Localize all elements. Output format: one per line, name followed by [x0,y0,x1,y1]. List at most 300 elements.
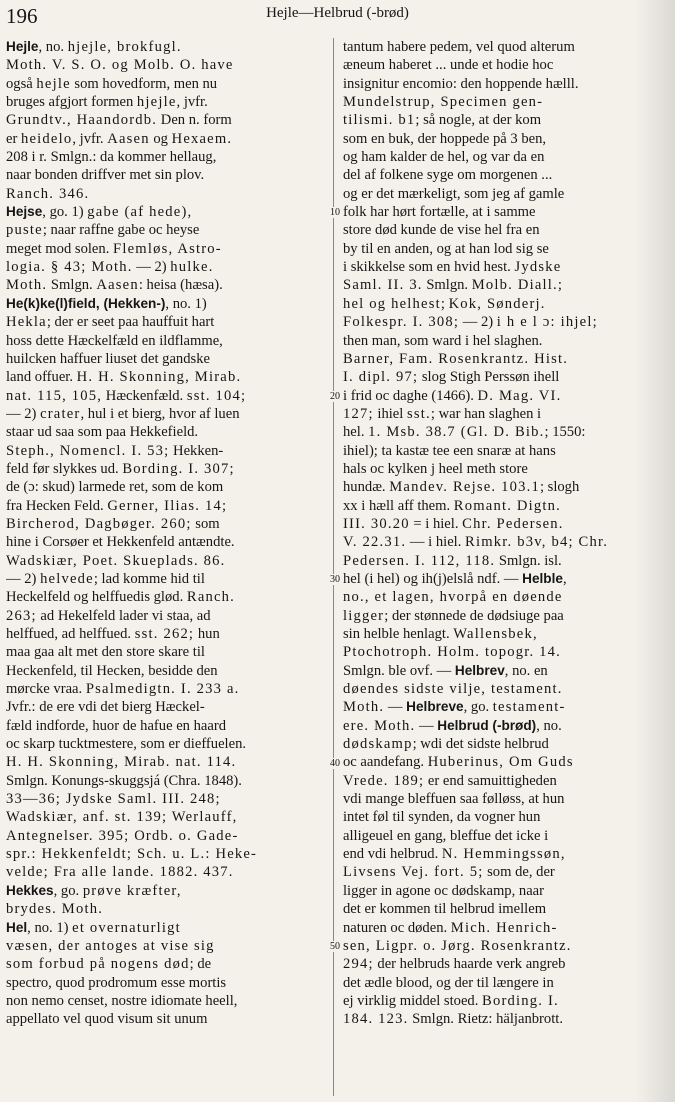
text-line [343,460,669,478]
text-run: D. Mag. VI. [477,387,562,404]
text-run: Grundtv., Haandordb. [6,112,158,129]
text-run: Flemløs, Astro- [113,240,222,257]
text-line [343,790,669,808]
text-run: Antegnelser. 395; Ordb. o. Gade- [6,827,239,844]
text-line [343,405,669,423]
text-line [343,93,669,111]
text-run: der helbruds haarde verk angreb [373,956,566,973]
text-run: H. H. Skonning, Mirab. [76,369,242,386]
text-run: sst. 262; [134,626,195,642]
text-line [343,478,669,496]
text-run: sst. 104; [186,387,247,404]
text-line [6,790,324,808]
text-run: , no. 1) [165,295,207,312]
text-line [343,203,669,221]
text-run: ; 1550: [544,424,586,441]
text-line [6,625,324,643]
text-run: Steph., Nomencl. I. 53; [6,442,170,459]
headword: Hel [6,919,28,935]
text-run: som forbud på nogens død [6,956,190,973]
text-run: hoss dette Hæckelfæld en ildflamme, [6,332,223,349]
text-line [343,423,669,441]
text-run: — 2) [132,259,171,276]
text-line [6,350,324,368]
text-run: Wadskiær, Poet. Skueplads. 86. [6,552,226,569]
text-run: Aasen [107,130,150,147]
text-run: også [6,75,37,92]
text-line [6,258,324,276]
text-line [6,276,324,294]
text-run: i skikkelse som en hvid hest. [343,259,515,276]
text-run: helvede [40,570,94,587]
text-run: maa gaa alt met den store skare til [6,644,205,661]
headword: Helbreve [406,699,464,715]
text-run: dødskamp [343,736,413,753]
text-run: sst. [407,405,431,422]
text-run: det ædle blood, og der til længere in [343,974,554,991]
text-run: insignitur encomio: den hoppende hælll. [343,75,579,92]
text-run: non nemo censet, nostre idiomate heell, [6,992,238,1009]
text-run: , no. 1) [27,919,73,936]
text-run: , jvfr. [176,94,208,111]
text-run: I. dipl. 97; [343,369,419,386]
text-line [343,387,669,405]
text-run: Hekla [6,314,47,331]
text-line [343,515,669,533]
text-run: appellato vel quod visum sit unum [6,1011,208,1028]
text-line [6,808,324,826]
text-line [343,313,669,331]
text-run: oc skarp tucktmestere, som er dieffuelen. [6,736,247,753]
text-run: Smlgn. isl. [495,552,562,569]
text-line [6,56,324,74]
text-run: , hul i et bierg, hvor af luen [80,405,240,422]
page-header [0,0,675,34]
text-line [6,680,324,698]
text-run: Den n. form [157,112,232,129]
text-run: folk har hørt fortælle, at i samme [343,204,536,221]
text-run: Smlgn. [47,277,97,294]
text-run: Saml. II. 3. [343,277,423,294]
text-run: — [384,699,407,716]
text-run: hel og helhest [343,295,441,312]
text-line [343,442,669,460]
text-line [343,607,669,625]
text-run: 127; [343,405,374,422]
text-line [343,900,669,918]
text-run: Hexaem. [171,130,233,147]
text-line [6,552,324,570]
text-line [6,442,324,460]
text-run: N. Hemmingssøn, [441,846,566,863]
text-run: de (ɔ: skud) larmede ret, som de kom [6,479,224,496]
text-line [6,717,324,735]
text-run: Hæckenfæld. [102,387,187,404]
text-run: og er det mærkeligt, som jeg af gamle [343,185,565,202]
text-run: og ham kalder de hel, og var da en [343,149,545,166]
text-run: ; war han slaghen i [430,405,542,422]
text-line [6,533,324,551]
text-run: hundæ. [343,479,390,496]
text-line [343,221,669,239]
text-line [343,276,669,294]
text-run: Smlgn. Rietz: häljanbrott. [408,1011,563,1028]
text-run: Vrede. 189; [343,772,425,789]
text-run: sin helble henlagt. [343,626,454,642]
text-line [343,185,669,203]
text-line [343,974,669,992]
text-run: Heckenfeld, til Hecken, besidde den [6,662,218,679]
text-line [343,808,669,826]
text-line [6,882,324,900]
text-run: , jvfr. [72,130,108,147]
text-run: Barner, Fam. Rosenkrantz. Hist. [343,350,569,367]
text-run: puste [6,222,43,239]
text-run: staar ud saa som paa Hekkefield. [6,424,199,441]
text-line [343,332,669,350]
text-run: end vdi helbrud. [343,846,442,863]
text-run: i h e l ɔ: ihjel [496,314,593,331]
text-run: hals oc kylken j heel meth store [343,460,528,477]
text-run: : heisa (hæsa). [138,277,223,294]
text-line [343,680,669,698]
headword: He(k)ke(l)field, (Hekken-) [6,295,166,311]
text-line [343,662,669,680]
left-column [6,38,324,1029]
text-run: er [6,130,21,147]
text-line [343,643,669,661]
text-line [6,332,324,350]
text-run: Bording. I. [482,992,559,1009]
text-line [6,955,324,973]
text-run: , [562,570,567,587]
text-line [343,38,669,56]
column-gutter [326,38,344,1098]
text-run: vdi mange bleffuen saa følløss, at hun [343,791,565,808]
text-run: det er kommen til helbrud imellem [343,901,547,918]
text-run: intet føl til synden, da vogner hun [343,809,541,826]
text-run: ; [440,295,449,312]
text-run: oc aandefang. [343,754,428,771]
text-run: hun [194,626,220,642]
text-run: ihiel); ta kastæ tee een snaræ at hans [343,442,556,459]
text-run: crater [40,405,81,422]
text-run: heidelo [21,130,73,147]
text-run: Jvfr.: de ere vdi det bierg Hæckel- [6,699,205,716]
text-run: sen, Ligpr. o. Jørg. Rosenkrantz. [343,937,572,954]
text-line [6,423,324,441]
text-line [6,478,324,496]
text-line [343,698,669,716]
text-run: fæld indforde, huor de hafue en haard [6,717,227,734]
text-run: feld før slykkes ud. [6,460,123,477]
text-run: nat. 115, 105, [6,387,103,404]
text-line [6,643,324,661]
text-run: Smlgn. ble ovf. — [343,662,455,679]
text-run: V. 22.31. [343,534,407,551]
text-run: tantum habere pedem, vel quod alterum [343,39,575,55]
text-run: 1. Msb. 38.7 (Gl. D. Bib. [368,424,545,441]
text-run: som en buk, der hoppede på 3 ben, [343,130,547,147]
text-line [343,350,669,368]
text-run: ere. Moth. [343,717,416,734]
running-head: Hejle—Helbrud (-brød) [266,5,409,21]
text-run: hel (i hel) og ih(j)elslå ndf. — [343,570,523,587]
text-run: — 2) [6,405,41,422]
text-line [343,717,669,735]
text-run: ; naar raffne gabe oc heyse [42,222,200,239]
text-run: , go. 1) [42,204,88,221]
text-line [6,203,324,221]
text-line [6,992,324,1010]
text-line [6,130,324,148]
text-line [343,882,669,900]
text-run: spectro, quod prodromum esse mortis [6,974,227,991]
text-run: gabe (af hede), [87,204,193,221]
text-line [6,111,324,129]
text-run: Rimkr. b3v, b4; Chr. [465,534,609,551]
text-run: ej virklig middel stoed. [343,992,483,1009]
text-run: — [415,717,438,734]
text-run: no., et lagen, hvorpå en døende [343,589,563,606]
text-line [343,295,669,313]
text-run: testament- [492,699,566,716]
text-line [6,368,324,386]
text-line [343,111,669,129]
text-run: xx i hæll aff them. [343,497,454,514]
headword: Hekkes [6,882,54,898]
text-run: Pedersen. I. 112, 118. [343,552,496,569]
text-run: Livsens Vej. fort. 5; [343,864,484,881]
text-run: 33—36; Jydske Saml. III. 248; [6,791,221,808]
text-run: ligger in agone oc dødskamp, naar [343,882,545,899]
text-run: then man, som ward i hel slaghen. [343,332,543,349]
text-run: ; [557,277,562,294]
text-run: ihiel [373,405,407,422]
text-line [343,368,669,386]
text-run: , go. [463,699,493,716]
text-run: æneum haberet ... unde et hodie hoc [343,57,554,74]
text-run: ad Hekelfeld lader vi staa, ad [36,607,211,624]
text-line [6,460,324,478]
text-run: ; slogh [539,479,580,496]
text-line [6,735,324,753]
text-run: ; der er seet paa hauffuit hart [46,314,215,331]
text-line [6,919,324,937]
right-column [343,38,669,1029]
text-line [343,570,669,588]
margin-line-number: 30 [326,574,344,585]
text-line [343,1010,669,1028]
headword: Hejse [6,204,43,220]
text-run: Molb. Diall. [471,277,558,294]
text-run: prøve kræfter, [82,882,182,899]
text-line [343,130,669,148]
text-line [343,955,669,973]
text-run: ; wdi det sidste helbrud [412,736,549,753]
text-run: — i hiel. [406,534,466,551]
text-line [343,772,669,790]
margin-line-number: 20 [326,391,344,402]
text-run: H. H. Skonning, Mirab. nat. 114. [6,754,237,771]
text-line [6,772,324,790]
text-run: ; [592,314,597,331]
text-run: ; de [189,956,212,973]
text-run: Mich. Henrich- [450,919,558,936]
text-line [343,919,669,937]
text-run: Hekken- [169,442,224,459]
margin-line-number: 50 [326,941,344,952]
text-run: land offuer. [6,369,77,386]
text-line [6,698,324,716]
text-run: brydes. Moth. [6,901,104,918]
text-run: døendes sidste vilje, testament. [343,681,563,698]
text-line [6,497,324,515]
text-line [343,56,669,74]
text-run: hejle [36,75,71,92]
text-line [6,405,324,423]
text-run: Moth. V. S. O. og Molb. O. have [6,57,234,74]
text-line [6,221,324,239]
text-line [343,625,669,643]
text-run: Moth. [343,699,385,716]
page-number: 196 [6,4,38,28]
text-run: , no. en [504,662,548,679]
text-run: Gerner, Ilias. 14; [107,497,228,514]
text-line [343,533,669,551]
text-run: som hovedform, men nu [70,75,218,92]
headword: Helbrud (-brød) [437,717,537,733]
text-line [6,166,324,184]
text-run: 184. 123. [343,1011,409,1028]
text-run: Ptochotroph. Holm. topogr. 14. [343,644,562,661]
text-run: Ranch. [186,589,236,606]
text-run: som de, der [483,864,555,881]
text-line [343,827,669,845]
text-run: 208 i r. Smlgn.: da kommer hellaug, [6,149,217,166]
text-run: Wadskiær, anf. st. 139; Werlauff, [6,809,238,826]
margin-line-number: 40 [326,758,344,769]
text-run: Romant. Digtn. [453,497,561,514]
text-run: Ranch. 346. [6,185,90,202]
text-line [6,515,324,533]
text-run: Heckelfeld og helffuedis glød. [6,589,187,606]
text-line [6,38,324,56]
text-run: , no. [38,39,68,55]
text-line [6,185,324,203]
text-line [343,258,669,276]
text-run: ; lad komme hid til [93,570,205,587]
text-line [6,845,324,863]
text-line [6,900,324,918]
text-run: slog Stigh Perssøn ihell [418,369,560,386]
text-run: hine i Corsøer et Hekkenfeld antændte. [6,534,235,551]
text-run: ; så nogle, at der kom [415,112,542,129]
text-run: i frid oc daghe (1466). [343,387,478,404]
text-line [6,607,324,625]
text-line [343,735,669,753]
text-line [6,93,324,111]
text-run: hulke. [170,259,214,276]
text-run: Moth. [6,277,48,294]
text-run: et overnaturligt [72,919,181,936]
text-line [6,753,324,771]
text-line [343,937,669,955]
text-line [343,75,669,93]
text-run: Mundelstrup, Specimen gen- [343,94,544,111]
text-line [343,992,669,1010]
text-run: = i hiel. [409,515,463,532]
text-run: naturen oc døden. [343,919,451,936]
text-run: Jydske [514,259,562,276]
text-line [6,937,324,955]
text-run: tilismi. b1 [343,112,416,129]
text-run: fra Hecken Feld. [6,497,108,514]
text-run: væsen, der antoges at vise sig [6,937,215,954]
text-run: meget mod solen. [6,240,114,257]
text-line [6,1010,324,1028]
text-line [6,827,324,845]
text-line [6,148,324,166]
text-run: Bircherod, Dagbøger. 260; [6,515,192,532]
text-run: Mandev. Rejse. 103.1 [389,479,540,496]
text-line [6,387,324,405]
text-run: naar bonden driffver met sin plov. [6,167,205,184]
text-line [6,588,324,606]
text-run: som [191,515,220,532]
text-run: store død kunde de vise hel fra en [343,222,540,239]
text-run: — 2) [459,314,497,331]
text-run: Bording. I. 307; [122,460,235,477]
text-run: bruges afgjort formen [6,94,137,111]
text-run: hel. [343,424,369,441]
text-line [6,570,324,588]
text-run: Kok, Sønderj. [448,295,546,312]
text-line [6,974,324,992]
text-run: Psalmedigtn. I. 233 a. [85,681,240,698]
text-line [343,845,669,863]
column-divider [333,38,334,1096]
text-line [6,662,324,680]
text-run: Chr. Pedersen. [462,515,564,532]
text-run: helffued, ad helffued. [6,626,135,642]
text-run: hjejle, brokfugl. [67,39,182,55]
text-run: III. 30.20 [343,515,410,532]
headword: Helbrev [454,662,505,678]
headword: Hejle [6,39,39,54]
text-run: Huberinus, Om Guds [427,754,574,771]
text-run: Smlgn. [422,277,472,294]
text-line [6,863,324,881]
text-run: spr.: Hekkenfeldt; Sch. u. L.: Heke- [6,846,258,863]
text-line [343,863,669,881]
text-run: velde; Fra alle lande. 1882. 437. [6,864,234,881]
text-line [343,552,669,570]
text-line [6,295,324,313]
text-line [343,753,669,771]
headword: Helble [522,570,563,586]
text-line [6,313,324,331]
text-line [6,240,324,258]
text-run: Aasen [96,277,139,294]
text-run: , go. [53,882,83,899]
text-line [343,240,669,258]
text-run: logia. § 43; Moth. [6,259,133,276]
text-run: , no. [536,717,562,734]
margin-line-number: 10 [326,207,344,218]
text-run: hjejle [136,94,177,111]
text-run: huilcken haffuer liuset det gandske [6,350,210,367]
